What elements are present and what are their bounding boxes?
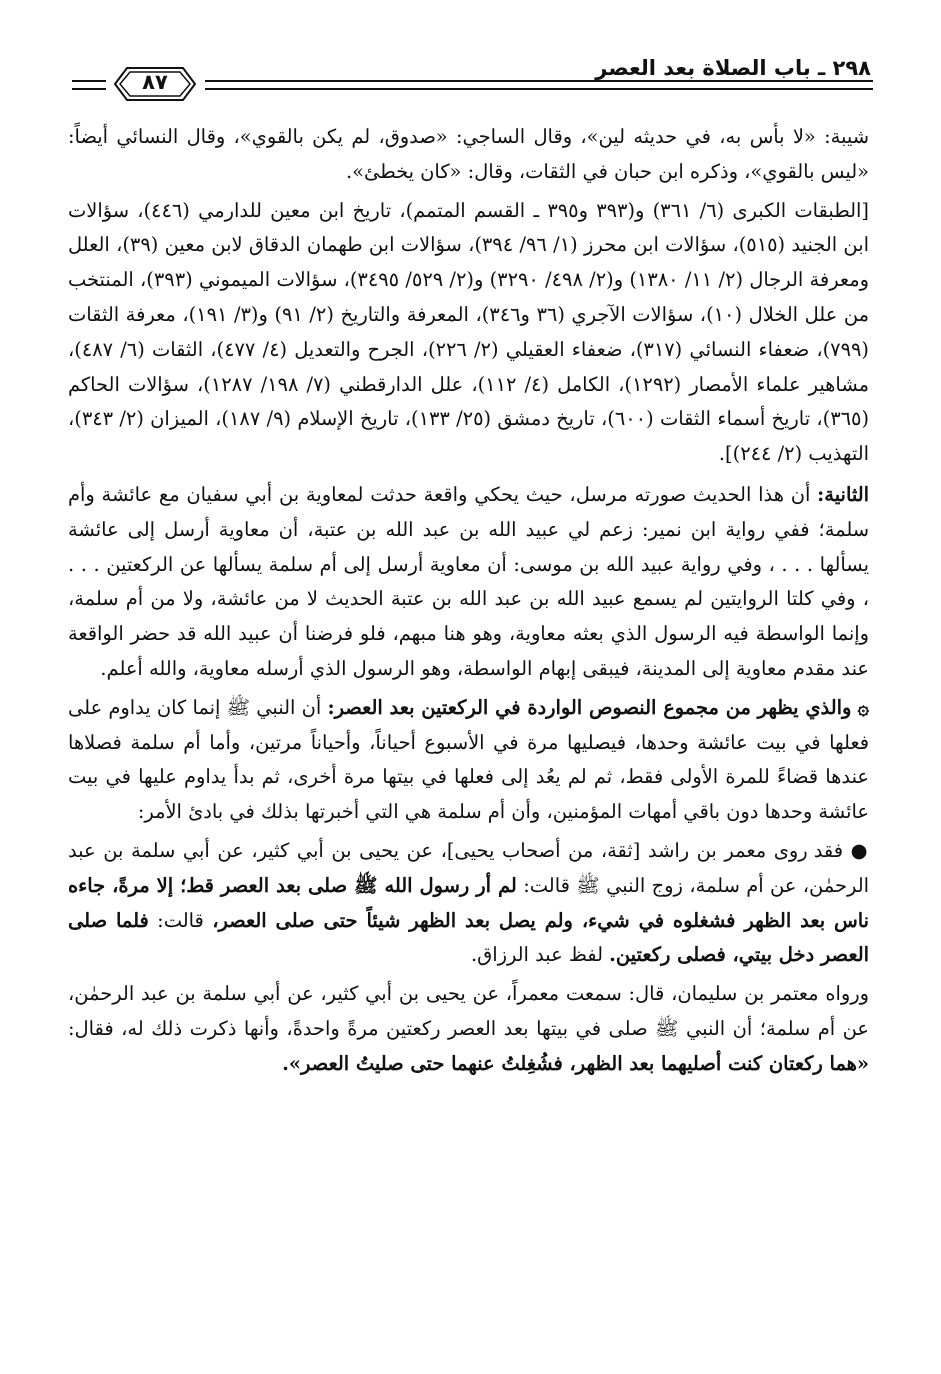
paragraph-mamar-narration (68, 834, 869, 973)
header-rule-left (72, 80, 106, 90)
page-header (0, 44, 941, 114)
running-title: ٢٩٨ ـ باب الصلاة بعد العصر (595, 56, 871, 80)
paragraph-mutamir-narration (68, 977, 869, 1081)
page-number: ٨٧ (142, 70, 168, 94)
page-number-badge (105, 64, 205, 104)
paragraph-narrator-grading: شيبة: «لا بأس به، في حديثه لين»، وقال الساجي: «صدوق، لم يكن بالقوي»، وقال النسائي أيضاً: «ليس بالقوي»، وذكره ابن حبان في الثقات، وقال: «كان يخطئ». (68, 125, 869, 183)
header-rule (205, 80, 873, 90)
second-point-text: أن هذا الحديث صورته مرسل، حيث يحكي واقعة حدثت لمعاوية بن أبي سفيان مع عائشة وأم سلمة؛ ففي رواية ابن نمير: زعم لي عبيد الله بن عبد الله بن عتبة، أن معاوية أرسل إلى عائشة يسألها . . . ، وفي رواية عبيد الله بن موسى: أن معاوية أرسل إلى أم سلمة يسألها عن الركعتين . . . ، وفي كلتا الروايتين لم يسمع عبيد الله بن عبد الله بن عتبة الحديث لا من عائشة، ولا من أم سلمة، وإنما الواسطة فيه الرسول الذي بعثه معاوية، وهو هنا مبهم، فلو فرضنا أن عبيد الله قد حضر الواقعة عند مقدم معاوية إلى المدينة، فيبقى إبهام الواسطة، وهو الرسول الذي أرسله معاوية، والله أعلم. (68, 482, 869, 680)
section-ornament-icon: ۞ (857, 695, 869, 719)
hadith-text: «هما ركعتان كنت أصليهما بعد الظهر، فشُغِلتُ عنهما حتى صليتُ العصر». (282, 1051, 869, 1075)
conclusion-text: أن النبي ﷺ إنما كان يداوم على فعلها في بيت عائشة وحدها، فيصليها مرة في الأسبوع أحياناً، وأحياناً مرتين، وأما أم سلمة فصلاها عندها قضاءً للمرة الأولى فقط، ثم لم يعُد إلى فعلها في بيتها مرة أخرى، ثم بدأ يداوم عليها في بيت عائشة وحدها دون باقي أمهات المؤمنين، وأن أم سلمة هي التي أخبرتها بذلك في بادئ الأمر: (68, 695, 869, 824)
hadith-text: لم أر رسول الله ﷺ صلى بعد العصر قط؛ إلا مرةً، جاءه ناس بعد الظهر فشغلوه في شيء، ولم يصل بعد الظهر شيئاً حتى صلى العصر، (68, 873, 870, 932)
narration-chain: ورواه معتمر بن سليمان، قال: سمعت معمراً، عن يحيى بن أبي كثير، عن أبي سلمة بن عبد الرحمٰن، عن أم سلمة؛ أن النبي ﷺ صلى في بيتها بعد العصر ركعتين مرةً واحدةً، وأنها ذكرت ذلك له، فقال: (68, 982, 869, 1040)
section-label: الثانية: (817, 482, 869, 506)
wording-attribution: لفظ عبد الرزاق. (470, 943, 603, 967)
narration-chain: فقد روى معمر بن راشد [ثقة، من أصحاب يحيى]، عن يحيى بن أبي كثير، عن أبي سلمة بن عبد الرحمٰن، عن أم سلمة، زوج النبي ﷺ قالت: (68, 838, 869, 897)
paragraph-references: [الطبقات الكبرى (٦/ ٣٦١) و(٣٩٣ و٣٩٥ ـ القسم المتمم)، تاريخ ابن معين للدارمي (٤٤٦)، سؤالات ابن الجنيد (٥١٥)، سؤالات ابن محرز (١/ ٩٦/ ٣٩٤)، سؤالات ابن طهمان الدقاق لابن معين (٣٩)، العلل ومعرفة الرجال (٢/ ١١/ ١٣٨٠) و(٢/ ٤٩٨/ ٣٢٩٠) و(٢/ ٥٢٩/ ٣٤٩٥)، سؤالات الميموني (٣٩٣)، المنتخب من علل الخلال (١٠)، سؤالات الآجري (٣٦ و٣٤٦)، المعرفة والتاريخ (٢/ ٩١) و(٣/ ١٩١)، معرفة الثقات (٧٩٩)، ضعفاء النسائي (٣١٧)، ضعفاء العقيلي (٢/ ٢٢٦)، الجرح والتعديل (٤/ ٤٧٧)، الثقات (٦/ ٤٨٧)، مشاهير علماء الأمصار (١٢٩٢)، الكامل (٤/ ١١٢)، علل الدارقطني (٧/ ١٩٨/ ١٢٨٧)، سؤالات الحاكم (٣٦٥)، تاريخ أسماء الثقات (٦٠٠)، تاريخ دمشق (٢٥/ ١٣٣)، تاريخ الإسلام (٩/ ١٨٧)، الميزان (٢/ ٣٤٣)، التهذيب (٢/ ٢٤٤)]. (68, 198, 870, 466)
page-body (68, 120, 869, 1082)
paragraph-second-point (68, 478, 869, 687)
hadith-text-continued: فلما صلى العصر دخل بيتي، فصلى ركعتين. (68, 908, 869, 967)
bullet-icon: ● (850, 838, 869, 862)
paragraph-conclusion (68, 691, 869, 830)
conclusion-heading: والذي يظهر من مجموع النصوص الواردة في الركعتين بعد العصر: (327, 695, 852, 719)
narration-connector: قالت: (157, 908, 204, 932)
